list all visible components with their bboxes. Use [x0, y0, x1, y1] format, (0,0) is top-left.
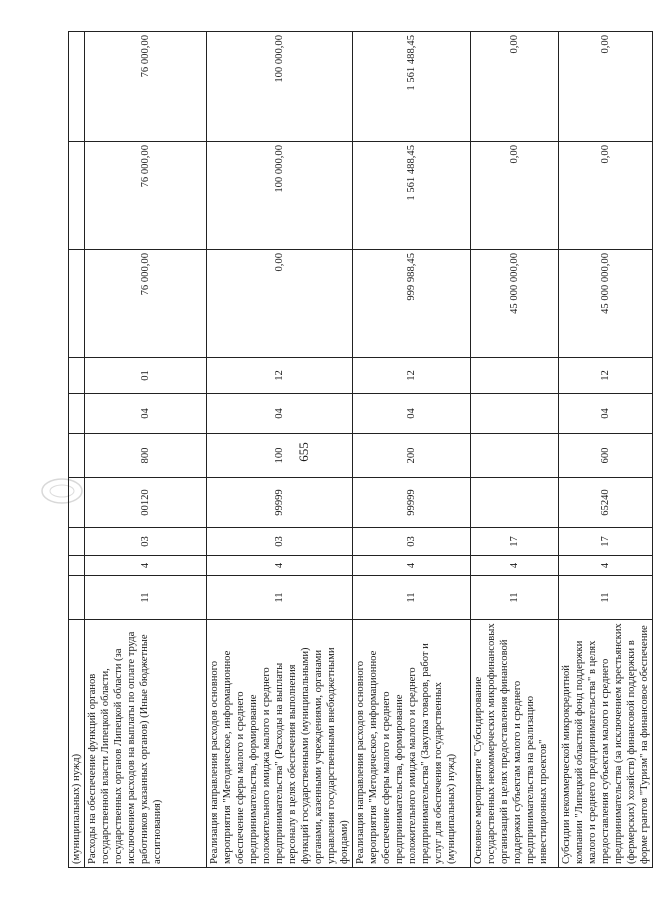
amount-cell: 0,00 — [559, 142, 653, 250]
amount-cell: 45 000 000,00 — [559, 250, 653, 358]
table-row — [69, 32, 85, 868]
row-description: (муниципальных) нужд) — [69, 620, 85, 868]
table-row — [471, 32, 559, 868]
code-cell: 11 — [471, 576, 559, 620]
amount-cell: 0,00 — [471, 142, 559, 250]
amount-cell: 76 000,00 — [85, 250, 207, 358]
amount-cell: 45 000 000,00 — [471, 250, 559, 358]
code-cell: 00120 — [85, 478, 207, 528]
table-row — [353, 32, 471, 868]
code-cell — [69, 556, 85, 576]
code-cell: 12 — [353, 358, 471, 394]
amount-cell: 0,00 — [207, 250, 353, 358]
code-cell: 12 — [207, 358, 353, 394]
table-row — [85, 32, 207, 868]
amount-cell: 76 000,00 — [85, 32, 207, 142]
row-description: Расходы на обеспечение функций органов государственной власти Липецкой области, государственных органов Липецкой области (за исключением расходов на выплаты по оплате труда работников указанных органов) (Иные бюджетные ассигнования) — [85, 620, 207, 868]
code-cell: 17 — [559, 528, 653, 556]
table-row — [207, 32, 353, 868]
rotated-table-wrapper — [68, 32, 650, 868]
code-cell: 800 — [85, 434, 207, 478]
amount-cell: 999 988,45 — [353, 250, 471, 358]
row-description: Реализация направления расходов основного мероприятия "Методическое, информационное обеспечение сферы малого и среднего предпринимательства, формирование положительного имиджа малого и среднего предпринимательства" (Закупка товаров, работ и услуг для обеспечения государственных (муниципальных) нужд) — [353, 620, 471, 868]
code-cell: 11 — [85, 576, 207, 620]
amount-cell — [69, 32, 85, 142]
code-cell: 200 — [353, 434, 471, 478]
code-cell: 4 — [559, 556, 653, 576]
code-cell: 04 — [85, 394, 207, 434]
code-cell: 4 — [85, 556, 207, 576]
code-cell — [69, 358, 85, 394]
code-cell: 01 — [85, 358, 207, 394]
code-cell: 4 — [353, 556, 471, 576]
code-cell: 03 — [207, 528, 353, 556]
amount-cell: 100 000,00 — [207, 142, 353, 250]
code-cell: 03 — [85, 528, 207, 556]
code-cell: 17 — [471, 528, 559, 556]
code-cell — [69, 394, 85, 434]
amount-cell: 0,00 — [471, 32, 559, 142]
amount-cell: 100 000,00 — [207, 32, 353, 142]
code-cell: 11 — [353, 576, 471, 620]
code-cell — [69, 528, 85, 556]
code-cell — [471, 478, 559, 528]
code-cell: 4 — [207, 556, 353, 576]
code-cell: 99999 — [207, 478, 353, 528]
code-cell: 65240 — [559, 478, 653, 528]
code-cell: 4 — [471, 556, 559, 576]
amount-cell: 76 000,00 — [85, 142, 207, 250]
table-row — [559, 32, 653, 868]
row-description: Реализация направления расходов основного мероприятия "Методическое, информационное обеспечение сферы малого и среднего предпринимательства, формирование положительного имиджа малого и среднего предпринимательства" (Расходы на выплаты персоналу в целях обеспечения выполнения функций государственными (муниципальными) органами, казенными учреждениями, органами управления государственными внебюджетными фондами) — [207, 620, 353, 868]
code-cell: 100 — [207, 434, 353, 478]
code-cell: 12 — [559, 358, 653, 394]
amount-cell — [69, 142, 85, 250]
code-cell — [69, 576, 85, 620]
page-number: 655 — [296, 442, 311, 462]
code-cell: 04 — [559, 394, 653, 434]
code-cell — [69, 478, 85, 528]
code-cell — [471, 358, 559, 394]
code-cell — [69, 434, 85, 478]
code-cell: 600 — [559, 434, 653, 478]
amount-cell — [69, 250, 85, 358]
code-cell: 03 — [353, 528, 471, 556]
amount-cell: 0,00 — [559, 32, 653, 142]
row-description: Основное мероприятие "Субсидирование государственных некоммерческих микрофинансовых организаций в целях предоставления финансовой поддержки субъектам малого и среднего предпринимательства на реализацию инвестиционных проектов" — [471, 620, 559, 868]
code-cell: 11 — [559, 576, 653, 620]
amount-cell: 1 561 488,45 — [353, 142, 471, 250]
code-cell: 11 — [207, 576, 353, 620]
budget-table — [68, 31, 653, 868]
code-cell — [471, 434, 559, 478]
code-cell: 04 — [207, 394, 353, 434]
code-cell: 99999 — [353, 478, 471, 528]
code-cell: 04 — [353, 394, 471, 434]
code-cell — [471, 394, 559, 434]
amount-cell: 1 561 488,45 — [353, 32, 471, 142]
row-description: Субсидии некоммерческой микрокредитной компании "Липецкий областной фонд поддержки малого и среднего предпринимательства" в целях предоставления субъектам малого и среднего предпринимательства (за исключением крестьянских (фермерских) хозяйств) финансовой поддержки в форме грантов "Туризм" на финансовое обеспечение — [559, 620, 653, 868]
